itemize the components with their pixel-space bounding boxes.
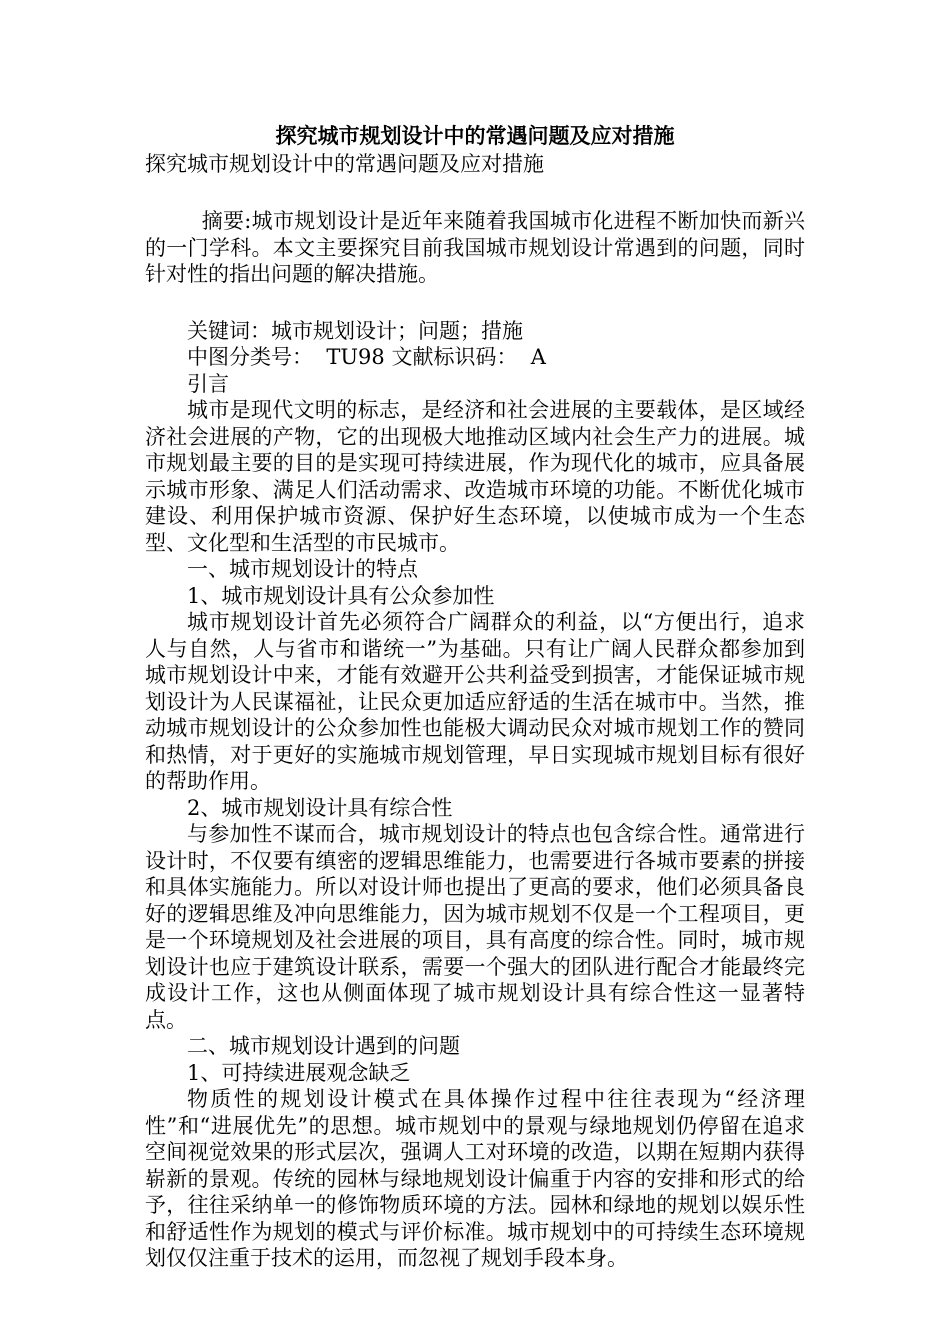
spacer xyxy=(145,288,805,318)
section2-sub1-heading: 1、可持续进展观念缺乏 xyxy=(187,1060,411,1085)
keywords-line: 关键词：城市规划设计；问题；措施 xyxy=(187,318,523,343)
document-title: 探究城市规划设计中的常遇问题及应对措施 xyxy=(275,123,675,148)
section2-heading: 二、城市规划设计遇到的问题 xyxy=(187,1034,460,1058)
section1-heading: 一、城市规划设计的特点 xyxy=(187,557,418,581)
section1-sub1-heading: 1、城市规划设计具有公众参加性 xyxy=(187,583,495,608)
intro-heading: 引言 xyxy=(187,371,229,396)
section1-sub2-paragraph: 与参加性不谋而合，城市规划设计的特点也包含综合性。通常进行设计时，不仅要有缜密的逻辑思维能力，也需要进行各城市要素的拼接和具体实施能力。所以对设计师也提出了更高的要求，他们必须具备良好的逻辑思维及冲向思维能力，因为城市规划不仅是一个工程项目，更是一个环境规划及社会进展的项目，具有高度的综合性。同时，城市规划设计也应于建筑设计联系，需要一个强大的团队进行配合才能最终完成设计工作，这也从侧面体现了城市规划设计具有综合性这一显著特点。 xyxy=(145,822,805,1032)
classification-line: 中图分类号： TU98 文献标识码： A xyxy=(187,345,546,369)
intro-paragraph: 城市是现代文明的标志，是经济和社会进展的主要载体，是区域经济社会进展的产物，它的出现极大地推动区域内社会生产力的进展。城市规划最主要的目的是实现可持续进展，作为现代化的城市，应具备展示城市形象、满足人们活动需求、改造城市环境的功能。不断优化城市建设、利用保护城市资源、保护好生态环境，以使城市成为一个生态型、文化型和生活型的市民城市。 xyxy=(145,398,805,555)
section2-sub1-paragraph: 物质性的规划设计模式在具体操作过程中往往表现为“经济理性”和“进展优先”的思想。城市规划中的景观与绿地规划仍停留在追求空间视觉效果的形式层次，强调人工对环境的改造，以期在短期内获得崭新的景观。传统的园林与绿地规划设计偏重于内容的安排和形式的给予，往往采纳单一的修饰物质环境的方法。园林和绿地的规划以娱乐性和舒适性作为规划的模式与评价标准。城市规划中的可持续生态环境规划仅仅注重于技术的运用，而忽视了规划手段本身。 xyxy=(145,1087,805,1270)
document-subtitle: 探究城市规划设计中的常遇问题及应对措施 xyxy=(145,152,544,176)
spacer xyxy=(145,178,805,208)
abstract-paragraph: 摘要:城市规划设计是近年来随着我国城市化进程不断加快而新兴的一门学科。本文主要探究目前我国城市规划设计常遇到的问题，同时针对性的指出问题的解决措施。 xyxy=(145,209,805,286)
section1-sub1-paragraph: 城市规划设计首先必须符合广阔群众的利益，以“方便出行，追求人与自然，人与省市和谐统一”为基础。只有让广阔人民群众都参加到城市规划设计中来，才能有效避开公共利益受到损害，才能保证城市规划设计为人民谋福祉，让民众更加适应舒适的生活在城市中。当然，推动城市规划设计的公众参加性也能极大调动民众对城市规划工作的赞同和热情，对于更好的实施城市规划管理，早日实现城市规划目标有很好的帮助作用。 xyxy=(145,610,805,793)
document-page xyxy=(145,120,805,1272)
section1-sub2-heading: 2、城市规划设计具有综合性 xyxy=(187,795,453,820)
